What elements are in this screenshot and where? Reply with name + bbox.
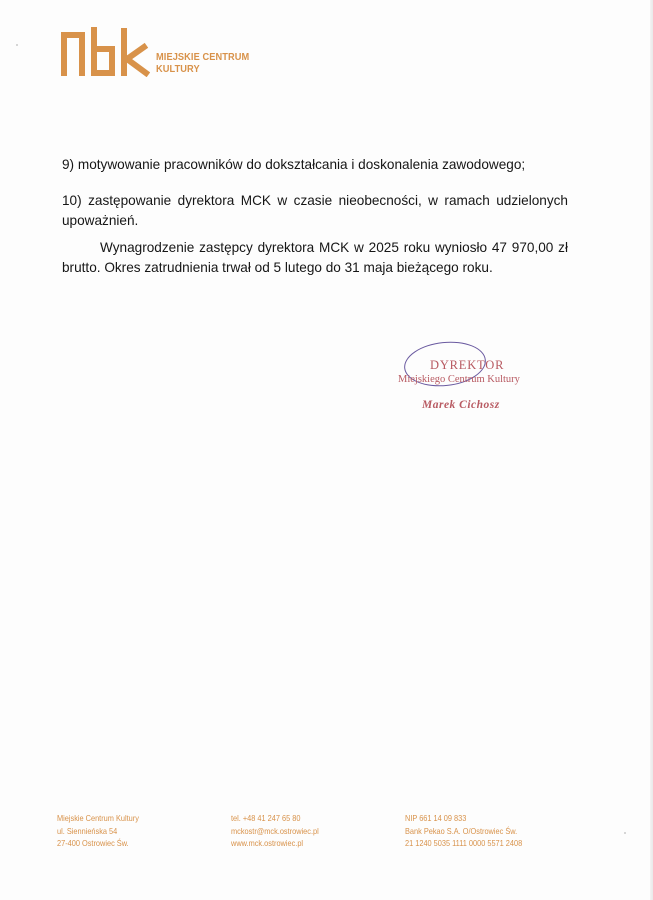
- scan-speck: [624, 832, 626, 834]
- footer-website: www.mck.ostrowiec.pl: [231, 839, 304, 848]
- list-item-10: 10) zastępowanie dyrektora MCK w czasie nieobecności, w ramach udzielonych upoważnień.: [62, 193, 568, 228]
- footer-phone: tel. +48 41 247 65 80: [231, 814, 301, 823]
- footer-org-name: Miejskie Centrum Kultury: [57, 814, 139, 823]
- footer-account-number: 21 1240 5035 1111 0000 5571 2408: [405, 839, 523, 848]
- director-stamp: [392, 336, 552, 426]
- footer-address: [57, 813, 139, 851]
- footer-nip: NIP 661 14 09 833: [405, 814, 467, 823]
- list-item-9: 9) motywowanie pracowników do dokształcania i doskonalenia zawodowego;: [62, 157, 526, 172]
- footer-email: mckostr@mck.ostrowiec.pl: [231, 826, 319, 836]
- salary-paragraph: Wynagrodzenie zastępcy dyrektora MCK w 2025 roku wyniosło 47 970,00 zł brutto. Okres zatrudnienia trwał od 5 lutego do 31 maja bieżącego roku.: [62, 240, 568, 275]
- logo-line-1: MIEJSKIE CENTRUM: [156, 51, 250, 63]
- scan-speck: [16, 44, 18, 46]
- footer-city: 27-400 Ostrowiec Św.: [57, 839, 129, 848]
- logo-wordmark: [156, 51, 249, 75]
- footer-street: ul. Siennieńska 54: [57, 826, 118, 836]
- stamp-title: DYREKTOR: [430, 358, 505, 372]
- logo-line-2: KULTURY: [156, 63, 200, 75]
- footer-contact: [231, 813, 319, 851]
- footer-bank: [405, 813, 522, 851]
- stamp-organization: Miejskiego Centrum Kultury: [398, 374, 520, 385]
- footer-bank-name: Bank Pekao S.A. O/Ostrowiec Św.: [405, 826, 518, 836]
- mck-logo-mark: [60, 27, 150, 77]
- stamp-name: Marek Cichosz: [422, 399, 500, 411]
- organization-logo: [60, 27, 262, 77]
